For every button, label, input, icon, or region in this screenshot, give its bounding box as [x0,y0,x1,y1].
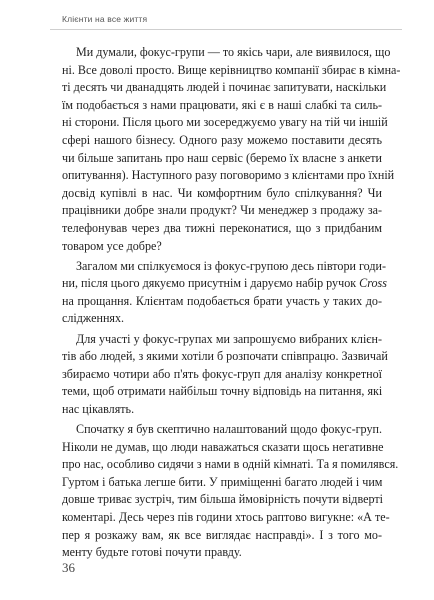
text-line: ті десять чи дванадцять людей і починає запитувати, наскільки [62,80,387,95]
text-line: їм подобається з нами працювати, які є в наші слабкі та силь- [62,97,382,112]
text-line: про нас, особливо сидячи з нами в одній кімнаті. Та я помилявся. [62,457,399,472]
text-line: опитування). Наступного разу поговоримо з клієнтами про їхній [62,168,395,183]
text-line: Ніколи не думав, що люди наважаться сказати щось негативне [62,439,384,454]
text-line: ні. Все доволі просто. Вище керівництво компанії збирає в кімна- [62,62,401,77]
text-line: нас цікавлять. [62,401,135,416]
running-head: Клієнти на все життя [62,14,148,24]
paragraph [62,421,399,562]
brand-name-emphasis: Cross [359,276,387,291]
paragraph [62,258,387,328]
body-text [62,44,401,564]
text-line: теми, щоб отримати найбільш точну відповідь на питання, які [62,384,383,399]
paragraph [62,44,401,255]
text-line: працівники добре знали продукт? Чи менеджер з продажу за- [62,203,382,218]
text-line: тів або людей, з якими хотіли б розпочати співпрацю. Зазвичай [62,349,388,364]
text-line: товаром усе добре? [62,238,162,253]
text-line: Загалом ми спілкуємося із фокус-групою десь півтори годи- [76,258,387,273]
text-line: пер я розкажу вам, як все виглядає насправді». І з того мо- [62,527,382,542]
text-line: Гуртом і батька легше бити. У приміщенні багато людей і чим [62,474,383,489]
text-line: Для участі у фокус-групах ми запрошуємо вибраних клієн- [76,331,382,346]
text-line: телефонував через два тижні переконатися, що з придбаним [62,220,382,235]
text-line: сфері нашого бізнесу. Одного разу можемо поставити десять [62,132,382,147]
text-line: слідженнях. [62,311,125,326]
text-line: коментарі. Десь через пів години хтось раптово вигукне: «А те- [62,509,390,524]
text-line: Ми думали, фокус-групи — то якісь чари, але виявилося, що [76,45,391,59]
page-number: 36 [62,560,75,575]
text-line: досвід купівлі в нас. Чи комфортним було спілкування? Чи [62,185,382,200]
text-line: довше триває зустріч, тим більша ймовірність почути відверті [62,492,383,507]
text-line: чи більше запитань про наш сервіс (беремо їх власне з анкети [62,150,382,165]
text-line: на прощання. Клієнтам подобається брати участь у таких до- [62,293,382,308]
paragraph [62,331,388,419]
text-line: збираємо чотири або п'ять фокус-груп для аналізу конкретної [62,366,382,381]
text-line: ні сторони. Після цього ми зосереджуємо увагу на тій чи іншій [62,115,388,130]
text-line: менту будьте готові почути правду. [62,545,242,560]
text-line: ни, після цього дякуємо присутнім і даруємо набір ручок Cross [62,276,387,291]
text-line: Спочатку я був скептично налаштований щодо фокус-груп. [76,421,382,436]
header-rule [50,29,402,30]
